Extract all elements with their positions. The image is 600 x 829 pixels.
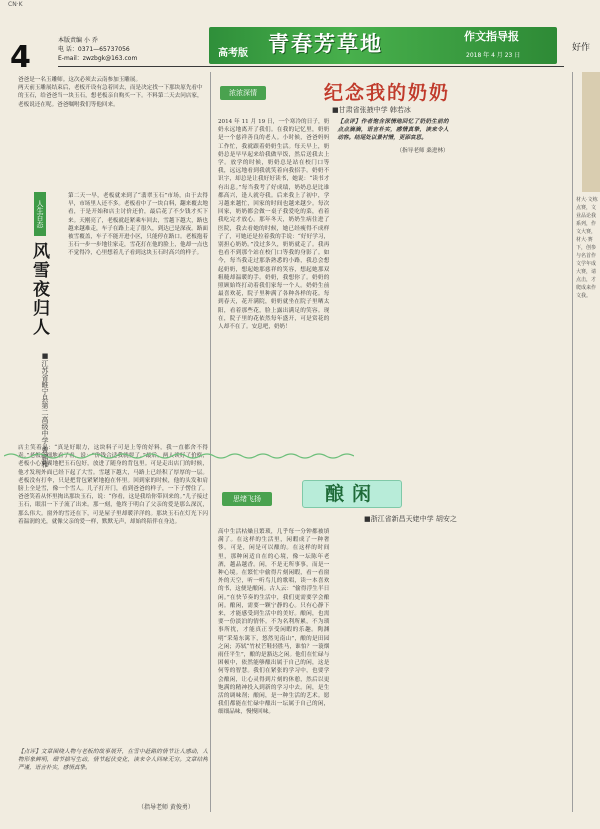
left-article-title: 风雪夜归人 [29,242,49,337]
left-intro-text: 爸爸是一名玉雕师。这次必须去云南参加玉雕展。 两天前玉雕展结束后，老板开设有急着回去，而是决定找一下那块原先看中的玉石，给爸爸当一块玉石，想老板亲自购买一下。不料第二天去问店家，老板说还在呢。爸爸嘱咐我们等他回来。 [18,77,203,108]
article-grandma [214,72,570,452]
phone-line: 电 话：0371—65737056 [58,46,130,53]
article-niangxian [214,452,570,812]
left-article [18,72,208,812]
column-divider [572,72,573,812]
right-edge-column [574,66,600,826]
editor-info [58,36,137,63]
section-title: 青春芳草地 [268,32,383,56]
right-image-strip [582,72,600,192]
newspaper-logo: 作文指导报 [464,30,519,43]
article2-title: 酿闲 [302,480,402,508]
article1-author: ■甘肃省张掖中学 韩若冰 [332,106,411,114]
cnk-mark: CN·K [8,1,23,8]
page-number: 4 [10,40,31,75]
left-body-bottom: 店主笑着说：“真是好眼力，这块料子可是上等的好料，我一直都舍不得卖。”老板仔细地看了看，说：“价钱合适我就要了。”最后，两人谈好了价格，老板小心翼翼地把玉石包好，放进了随身的背包里。可是走出店门的时候，他才发现外面已经下起了大雪。雪越下越大，马路上已经积了厚厚的一层。老板没有打伞，只是把背包紧紧地抱在怀里。回到家的时候，他的头发和肩膀上全是雪，像一个雪人。儿子打开门，看到爸爸的样子，一下子愣住了。爸爸笑着从怀里掏出那块玉石，说：“你看，这是我给你带回来的。”儿子接过玉石，眼泪一下子流了出来。那一刻，他终于明白了父亲的爱是那么深沉，那么伟大。窗外的雪还在下，可是屋子里却暖洋洋的。那块玉石在灯光下闪着温润的光，就像父亲的爱一样，默默无声，却始终陪伴在身边。 [18,445,208,525]
article2-author: ■浙江省新昌天姥中学 胡安之 [364,515,457,523]
article1-text: 2014 年 11 月 19 日，一个寒冷的日子，奶奶永远地离开了我们。在我的记忆里，奶奶是一个慈祥善良的老人。小时候，爸爸妈妈工作忙，我就跟着奶奶生活。每天早上，奶奶总是早早起来给我做早饭，然后送我去上学。放学的时候，奶奶总是站在校门口等我，远远地看到我就笑着向我招手。奶奶不识字，却总是让我好好读书，她说：“读书才有出息。”每当我考了好成绩，奶奶总是比谁都高兴，逢人就夸我。后来我上了初中，学习越来越忙，回家的时间也越来越少。每次回家，奶奶都会做一桌子我爱吃的菜，看着我吃完才放心。那年冬天，奶奶生病住进了医院，我去看她的时候，她已经瘦得不成样子了，可她还是拉着我的手说：“好好学习，别担心奶奶。”没过多久，奶奶就走了。我再也看不到那个站在校门口等我的身影了。如今，每当我走过那条熟悉的小路，我总会想起奶奶，想起她那慈祥的笑容，想起她那双粗糙却温暖的手。奶奶，我想你了。奶奶的照顾始终打动着我们家每一个人。奶奶生前最喜欢花，院子里种满了各种各样的花。每到春天，花开满院，奶奶就坐在院子里晒太阳，看着那些花，脸上露出满足的笑容。现在，院子里的花依然每年盛开，可是赏花的人却不在了。安息吧，奶奶！ [218,119,330,331]
article1-signature: （指导老师 桑进林） [396,147,449,154]
article1-body [218,118,568,448]
right-edge-text: 材大·文练点赛，文业品论我系列，作文大赛，材大·赛下，创参与名首作文学年成大赛，请点击，才爬成来作文我。 [576,197,598,299]
issue-date: 2018 年 4 月 23 日 [466,52,521,59]
left-body-top: 第二天一早，老板就来到了“翡翠玉石”市场，由于去得早，市场里人还不多。老板看中了一块白料，翻来覆去地看，于是开始和店主讨价还价，最后花了不少钱才买下来。天刚亮了，老板就赶紧乘车回去，雪越下越大，路也越来越难走，车子在路上走了很久，到达已是深夜。路面被雪覆盖，车子不能开进小区，只能停在路口。老板抱着玉石一步一步地往家走，雪花打在他的脸上，他却一点也不觉得冷，心里想着儿子看到这块玉石时高兴的样子。 [68,193,208,257]
banner-category: 高考版 [218,48,248,59]
header-rule [58,66,564,67]
article2-tag: 思绪飞扬 [222,492,272,506]
left-signature: （指导老师 黄俊勇） [138,804,194,811]
column-divider [210,72,211,812]
email-line: E-mail：zwzbgk@163.com [58,55,138,62]
left-article-author: ■江苏省睢宁县第二高级中学 曹鹏雅 [41,352,49,468]
right-edge-heading: 好作 [572,43,591,53]
article2-text: 高中生活枯燥且繁琐，几乎每一分钟都被填满了。在这样的生活里，闲暇成了一种奢侈。可是，闲是可以酿的。在这样的时间里，那种闲适自在的心境，像一坛陈年老酒，越品越香。闲，不是无所事事，而是一种心境。在繁忙中偷得片刻闲暇，看一看窗外的天空，听一听鸟儿的歌唱，读一本喜欢的书，这便是酿闲。古人云：“偷得浮生半日闲。”在快节奏的生活中，我们更需要学会酿闲。酿闲，需要一颗宁静的心。只有心静下来，才能感受到生活中的美好。酿闲，也需要一份淡泊的情怀。不为名利所累，不为琐事所扰，才能真正享受闲暇的乐趣。陶渊明“采菊东篱下，悠然见南山”，酿的是田园之闲；苏轼“竹杖芒鞋轻胜马，谁怕？一蓑烟雨任平生”，酿的是豁达之闲。他们在忙碌与困顿中，依然能够酿出属于自己的闲，这是何等的智慧。我们在紧张的学习中，也要学会酿闲，让心灵得到片刻的休憩，然后以更饱满的精神投入到新的学习中去。闲，是生活的调味剂；酿闲，是一种生活的艺术。愿我们都能在忙碌中酿出一坛属于自己的闲，细细品味，慢慢回味。 [218,529,330,716]
left-section-tag: 人生百态 [34,192,46,236]
article1-comment: 【点评】作者饱含深情地回忆了奶奶生前的点点滴滴，语言朴实，感情真挚，读来令人动容。结尾处以景衬情，更添哀思。 [337,119,449,142]
article1-title: 纪念我的奶奶 [324,82,451,104]
article2-body [218,528,568,810]
editor-line: 本版责编 小 乔 [58,37,98,44]
article1-tag: 浓浓深情 [220,86,266,100]
left-comment: 【点评】文章围绕人物与老板的故事展开，在雪中赶路的情节让人感动，人物形象鲜明，细节描写生动，情节起伏变化，读来令人回味无穷。文章结构严谨，语言朴实，感情真挚。 [18,749,208,772]
